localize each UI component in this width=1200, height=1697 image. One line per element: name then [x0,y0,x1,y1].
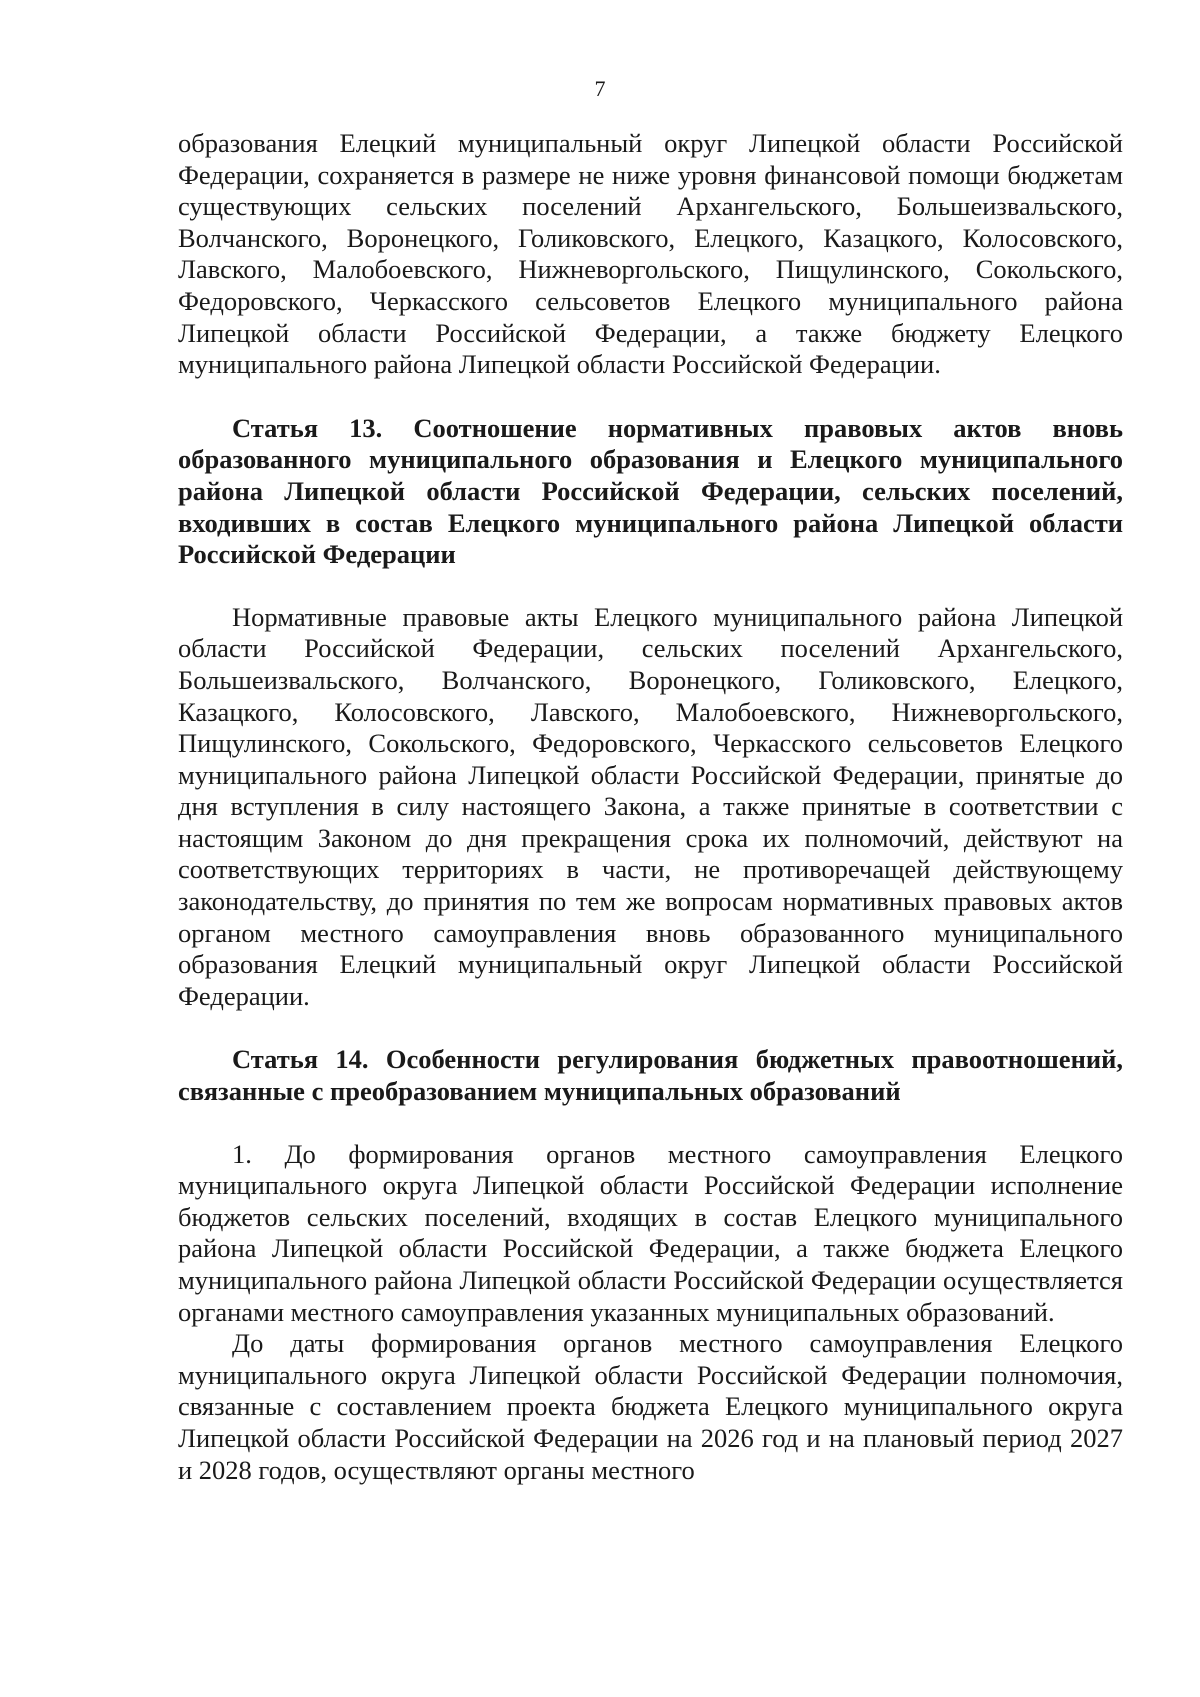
page-number: 7 [594,76,606,101]
article-13-heading: Статья 13. Соотношение нормативных правовых актов вновь образованного муниципального образования и Елецкого муниципального района Липецкой области Российской Федерации, сельских поселений, входивших в состав Елецкого муниципального района Липецкой области Российской Федерации [178,412,1123,570]
article-14-paragraph-2: До даты формирования органов местного самоуправления Елецкого муниципального округа Липецкой области Российской Федерации полномочия, связанные с составлением проекта бюджета Елецкого муниципального округа Липецкой области Российской Федерации на 2026 год и на плановый период 2027 и 2028 годов, осуществляют органы местного [178,1328,1123,1485]
article-13-body: Нормативные правовые акты Елецкого муниципального района Липецкой области Российской Федерации, сельских поселений Архангельского, Большеизвальского, Волчанского, Воронецкого, Голиковского, Елецкого, Казацкого, Колосовского, Лавского, Малобоевского, Нижневоргольского, Пищулинского, Сокольского, Федоровского, Черкасского сельсоветов Елецкого муниципального района Липецкой области Российской Федерации, принятые до дня вступления в силу настоящего Закона, а также принятые в соответствии с настоящим Законом до дня прекращения срока их полномочий, действуют на соответствующих территориях в части, не противоречащей действующему законодательству, до принятия по тем же вопросам нормативных правовых актов органом местного самоуправления вновь образованного муниципального образования Елецкий муниципальный округ Липецкой области Российской Федерации. [178,601,1123,1011]
document-body [178,128,1123,1486]
article-14-paragraph-1: 1. До формирования органов местного самоуправления Елецкого муниципального округа Липецкой области Российской Федерации исполнение бюджетов сельских поселений, входящих в состав Елецкого муниципального района Липецкой области Российской Федерации, а также бюджета Елецкого муниципального района Липецкой области Российской Федерации осуществляется органами местного самоуправления указанных муниципальных образований. [178,1138,1123,1327]
article-14-heading: Статья 14. Особенности регулирования бюджетных правоотношений, связанные с преобразованием муниципальных образований [178,1044,1123,1107]
paragraph-continuation: образования Елецкий муниципальный округ Липецкой области Российской Федерации, сохраняется в размере не ниже уровня финансовой помощи бюджетам существующих сельских поселений Архангельского, Большеизвальского, Волчанского, Воронецкого, Голиковского, Елецкого, Казацкого, Колосовского, Лавского, Малобоевского, Нижневоргольского, Пищулинского, Сокольского, Федоровского, Черкасского сельсоветов Елецкого муниципального района Липецкой области Российской Федерации, а также бюджету Елецкого муниципального района Липецкой области Российской Федерации. [178,128,1123,380]
